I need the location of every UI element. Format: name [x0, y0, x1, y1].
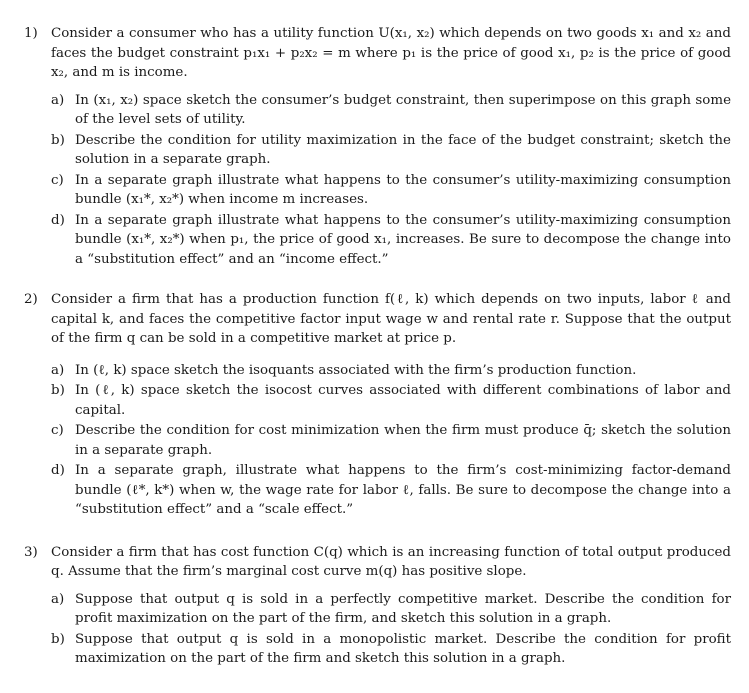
- part-label: d): [51, 212, 65, 228]
- question-2: [24, 290, 731, 521]
- question-number: 1): [24, 26, 38, 41]
- part-text: In a separate graph illustrate what happens to the consumer’s utility-maximizing consumption bundle (x₁*, x₂*) when p₁, the price of good x₁, increases. Be sure to decompose the change into a “substitution effect” and an “income effect.”: [75, 212, 731, 267]
- part-label: c): [51, 172, 64, 188]
- question-part-d: [51, 211, 731, 270]
- question-parts: [51, 361, 731, 520]
- part-text: Suppose that output q is sold in a monopolistic market. Describe the condition for profit maximization on the part of the firm and sketch this solution in a graph.: [75, 631, 731, 666]
- question-body: [51, 543, 731, 670]
- question-part-d: [51, 461, 731, 520]
- question-part-c: [51, 171, 731, 210]
- part-text: Describe the condition for cost minimization when the firm must produce q̄; sketch the solution in a separate graph.: [75, 423, 731, 458]
- part-text: Suppose that output q is sold in a perfectly competitive market. Describe the condition for profit maximization on the part of the firm, and sketch this solution in a graph.: [75, 591, 731, 626]
- part-label: a): [51, 92, 65, 108]
- question-part-c: [51, 421, 731, 460]
- part-label: c): [51, 423, 64, 438]
- part-text: In (x₁, x₂) space sketch the consumer’s budget constraint, then superimpose on this graph some of the level sets of utility.: [75, 92, 731, 127]
- question-body: [51, 290, 731, 521]
- part-text: Describe the condition for utility maximization in the face of the budget constraint; sketch the solution in a separate graph.: [75, 132, 731, 167]
- part-text: In a separate graph illustrate what happens to the consumer’s utility-maximizing consumption bundle (x₁*, x₂*) when income m increases.: [75, 172, 731, 207]
- question-intro: Consider a consumer who has a utility function U(x₁, x₂) which depends on two goods x₁ and x₂ and faces the budget constraint p₁x₁ + p₂x₂ = m where p₁ is the price of good x₁, p₂ is the price of good x₂, and m is income.: [51, 26, 731, 80]
- question-part-b: [51, 381, 731, 420]
- question-part-b: [51, 630, 731, 669]
- question-part-a: [51, 361, 731, 381]
- part-label: b): [51, 383, 65, 398]
- question-part-b: [51, 131, 731, 170]
- question-number: 2): [24, 292, 38, 307]
- question-parts: [51, 91, 731, 270]
- question-part-a: [51, 91, 731, 130]
- question-1: [24, 24, 731, 270]
- part-text: In (ℓ, k) space sketch the isocost curves associated with different combinations of labor and capital.: [75, 383, 731, 418]
- part-label: b): [51, 132, 65, 148]
- part-text: In a separate graph, illustrate what happens to the firm’s cost-minimizing factor-demand bundle (ℓ*, k*) when w, the wage rate for labor ℓ, falls. Be sure to decompose the change into a “substitution effect” and a “scale effect.”: [75, 463, 731, 517]
- question-intro: Consider a firm that has a production function f(ℓ, k) which depends on two inputs, labor ℓ and capital k, and faces the competitive factor input wage w and rental rate r. Suppose that the output of the firm q can be sold in a competitive market at price p.: [51, 292, 731, 346]
- question-part-a: [51, 590, 731, 629]
- part-label: a): [51, 591, 65, 607]
- part-label: d): [51, 463, 65, 478]
- question-parts: [51, 590, 731, 669]
- question-3: [24, 543, 731, 670]
- question-intro: Consider a firm that has cost function C(q) which is an increasing function of total output produced q. Assume that the firm’s marginal cost curve m(q) has positive slope.: [51, 544, 731, 579]
- part-label: a): [51, 362, 65, 378]
- question-number: 3): [24, 544, 38, 560]
- part-text: In (ℓ, k) space sketch the isoquants associated with the firm’s production function.: [75, 362, 637, 378]
- question-body: [51, 24, 731, 270]
- part-label: b): [51, 631, 65, 647]
